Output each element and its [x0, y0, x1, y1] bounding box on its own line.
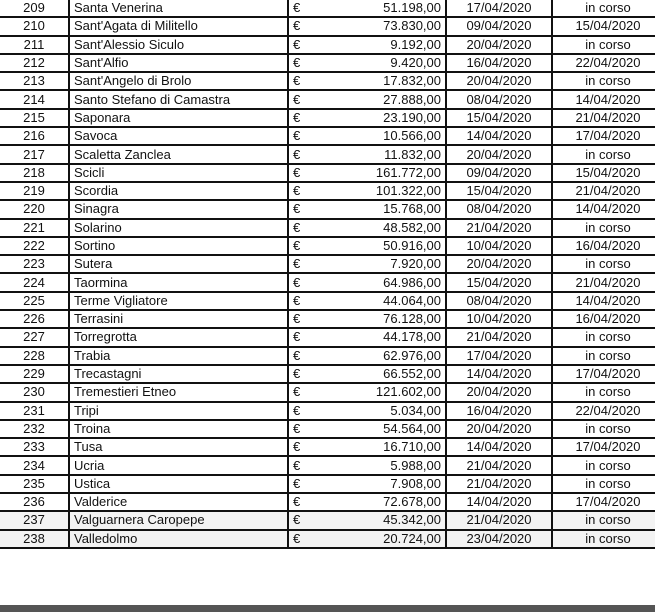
- end-status-cell[interactable]: 21/04/2020: [552, 109, 655, 127]
- amount-cell[interactable]: 72.678,00: [309, 493, 446, 511]
- amount-cell[interactable]: 121.602,00: [309, 383, 446, 401]
- municipality-cell[interactable]: Troina: [69, 420, 288, 438]
- municipality-cell[interactable]: Scaletta Zanclea: [69, 145, 288, 163]
- currency-cell[interactable]: €: [288, 237, 309, 255]
- amount-cell[interactable]: 10.566,00: [309, 127, 446, 145]
- start-date-cell[interactable]: 16/04/2020: [446, 402, 552, 420]
- end-status-cell[interactable]: 17/04/2020: [552, 493, 655, 511]
- municipality-cell[interactable]: Scicli: [69, 164, 288, 182]
- row-number-cell[interactable]: 212: [0, 54, 69, 72]
- currency-cell[interactable]: €: [288, 17, 309, 35]
- currency-cell[interactable]: €: [288, 273, 309, 291]
- amount-cell[interactable]: 161.772,00: [309, 164, 446, 182]
- municipality-cell[interactable]: Savoca: [69, 127, 288, 145]
- table-row: [0, 402, 655, 420]
- start-date-cell[interactable]: 21/04/2020: [446, 328, 552, 346]
- currency-cell[interactable]: €: [288, 347, 309, 365]
- row-number-cell[interactable]: 234: [0, 456, 69, 474]
- row-number-cell[interactable]: 222: [0, 237, 69, 255]
- row-number-cell[interactable]: 218: [0, 164, 69, 182]
- amount-cell[interactable]: 76.128,00: [309, 310, 446, 328]
- start-date-cell[interactable]: 10/04/2020: [446, 310, 552, 328]
- table-row: [0, 493, 655, 511]
- end-status-cell[interactable]: 16/04/2020: [552, 310, 655, 328]
- end-status-cell[interactable]: in corso: [552, 328, 655, 346]
- start-date-cell[interactable]: 10/04/2020: [446, 237, 552, 255]
- municipality-cell[interactable]: Tusa: [69, 438, 288, 456]
- municipality-cell[interactable]: Sant'Angelo di Brolo: [69, 72, 288, 90]
- currency-cell[interactable]: €: [288, 456, 309, 474]
- municipality-cell[interactable]: Trecastagni: [69, 365, 288, 383]
- end-status-cell[interactable]: 17/04/2020: [552, 438, 655, 456]
- currency-cell[interactable]: €: [288, 72, 309, 90]
- row-number-cell[interactable]: 217: [0, 145, 69, 163]
- currency-cell[interactable]: €: [288, 365, 309, 383]
- end-status-cell[interactable]: in corso: [552, 511, 655, 529]
- currency-cell[interactable]: €: [288, 530, 309, 548]
- start-date-cell[interactable]: 08/04/2020: [446, 90, 552, 108]
- end-status-cell[interactable]: in corso: [552, 347, 655, 365]
- amount-cell[interactable]: 62.976,00: [309, 347, 446, 365]
- start-date-cell[interactable]: 21/04/2020: [446, 475, 552, 493]
- amount-cell[interactable]: 101.322,00: [309, 182, 446, 200]
- start-date-cell[interactable]: 21/04/2020: [446, 456, 552, 474]
- end-status-cell[interactable]: in corso: [552, 530, 655, 548]
- end-status-cell[interactable]: 17/04/2020: [552, 365, 655, 383]
- municipality-cell[interactable]: Sant'Alfio: [69, 54, 288, 72]
- start-date-cell[interactable]: 15/04/2020: [446, 273, 552, 291]
- start-date-cell[interactable]: 17/04/2020: [446, 0, 552, 17]
- start-date-cell[interactable]: 20/04/2020: [446, 145, 552, 163]
- start-date-cell[interactable]: 23/04/2020: [446, 530, 552, 548]
- row-number-cell[interactable]: 220: [0, 200, 69, 218]
- row-number-cell[interactable]: 210: [0, 17, 69, 35]
- amount-cell[interactable]: 64.986,00: [309, 273, 446, 291]
- table-row: [0, 383, 655, 401]
- start-date-cell[interactable]: 14/04/2020: [446, 127, 552, 145]
- municipality-cell[interactable]: Sutera: [69, 255, 288, 273]
- table-row: [0, 219, 655, 237]
- amount-cell[interactable]: 44.178,00: [309, 328, 446, 346]
- row-number-cell[interactable]: 215: [0, 109, 69, 127]
- start-date-cell[interactable]: 09/04/2020: [446, 164, 552, 182]
- table-row: [0, 182, 655, 200]
- row-number-cell[interactable]: 232: [0, 420, 69, 438]
- amount-cell[interactable]: 66.552,00: [309, 365, 446, 383]
- start-date-cell[interactable]: 08/04/2020: [446, 200, 552, 218]
- currency-cell[interactable]: €: [288, 109, 309, 127]
- table-row: [0, 200, 655, 218]
- start-date-cell[interactable]: 14/04/2020: [446, 493, 552, 511]
- currency-cell[interactable]: €: [288, 383, 309, 401]
- amount-cell[interactable]: 48.582,00: [309, 219, 446, 237]
- start-date-cell[interactable]: 21/04/2020: [446, 511, 552, 529]
- amount-cell[interactable]: 7.920,00: [309, 255, 446, 273]
- end-status-cell[interactable]: in corso: [552, 145, 655, 163]
- start-date-cell[interactable]: 21/04/2020: [446, 219, 552, 237]
- row-number-cell[interactable]: 216: [0, 127, 69, 145]
- row-number-cell[interactable]: 238: [0, 530, 69, 548]
- currency-cell[interactable]: €: [288, 475, 309, 493]
- amount-cell[interactable]: 44.064,00: [309, 292, 446, 310]
- currency-cell[interactable]: €: [288, 164, 309, 182]
- row-number-cell[interactable]: 228: [0, 347, 69, 365]
- currency-cell[interactable]: €: [288, 0, 309, 17]
- end-status-cell[interactable]: in corso: [552, 420, 655, 438]
- start-date-cell[interactable]: 20/04/2020: [446, 72, 552, 90]
- end-status-cell[interactable]: 17/04/2020: [552, 127, 655, 145]
- municipality-cell[interactable]: Taormina: [69, 273, 288, 291]
- row-number-cell[interactable]: 236: [0, 493, 69, 511]
- amount-cell[interactable]: 5.988,00: [309, 456, 446, 474]
- row-number-cell[interactable]: 225: [0, 292, 69, 310]
- currency-cell[interactable]: €: [288, 127, 309, 145]
- table-row: [0, 72, 655, 90]
- end-status-cell[interactable]: 14/04/2020: [552, 200, 655, 218]
- row-number-cell[interactable]: 214: [0, 90, 69, 108]
- table-row: [0, 365, 655, 383]
- municipality-cell[interactable]: Santo Stefano di Camastra: [69, 90, 288, 108]
- table-row: [0, 127, 655, 145]
- currency-cell[interactable]: €: [288, 90, 309, 108]
- municipality-cell[interactable]: Santa Venerina: [69, 0, 288, 17]
- row-number-cell[interactable]: 226: [0, 310, 69, 328]
- currency-cell[interactable]: €: [288, 292, 309, 310]
- row-number-cell[interactable]: 213: [0, 72, 69, 90]
- amount-cell[interactable]: 5.034,00: [309, 402, 446, 420]
- row-number-cell[interactable]: 227: [0, 328, 69, 346]
- currency-cell[interactable]: €: [288, 328, 309, 346]
- currency-cell[interactable]: €: [288, 219, 309, 237]
- amount-cell[interactable]: 27.888,00: [309, 90, 446, 108]
- currency-cell[interactable]: €: [288, 402, 309, 420]
- table-row: [0, 456, 655, 474]
- bottom-edge-bar: [0, 605, 655, 612]
- municipality-cell[interactable]: Sinagra: [69, 200, 288, 218]
- table-row: [0, 475, 655, 493]
- start-date-cell[interactable]: 15/04/2020: [446, 182, 552, 200]
- end-status-cell[interactable]: in corso: [552, 0, 655, 17]
- currency-cell[interactable]: €: [288, 310, 309, 328]
- currency-cell[interactable]: €: [288, 182, 309, 200]
- currency-cell[interactable]: €: [288, 145, 309, 163]
- start-date-cell[interactable]: 17/04/2020: [446, 347, 552, 365]
- amount-cell[interactable]: 9.192,00: [309, 36, 446, 54]
- table-row: [0, 145, 655, 163]
- end-status-cell[interactable]: 22/04/2020: [552, 54, 655, 72]
- amount-cell[interactable]: 20.724,00: [309, 530, 446, 548]
- table-row: [0, 310, 655, 328]
- row-number-cell[interactable]: 229: [0, 365, 69, 383]
- municipality-cell[interactable]: Sortino: [69, 237, 288, 255]
- table-row: [0, 237, 655, 255]
- amount-cell[interactable]: 7.908,00: [309, 475, 446, 493]
- currency-cell[interactable]: €: [288, 493, 309, 511]
- currency-cell[interactable]: €: [288, 420, 309, 438]
- table-row: [0, 0, 655, 17]
- municipality-cell[interactable]: Terme Vigliatore: [69, 292, 288, 310]
- table-row: [0, 438, 655, 456]
- end-status-cell[interactable]: in corso: [552, 72, 655, 90]
- table-row: [0, 164, 655, 182]
- end-status-cell[interactable]: in corso: [552, 383, 655, 401]
- end-status-cell[interactable]: 22/04/2020: [552, 402, 655, 420]
- end-status-cell[interactable]: 14/04/2020: [552, 292, 655, 310]
- municipality-cell[interactable]: Sant'Alessio Siculo: [69, 36, 288, 54]
- amount-cell[interactable]: 15.768,00: [309, 200, 446, 218]
- table-row: [0, 292, 655, 310]
- row-number-cell[interactable]: 223: [0, 255, 69, 273]
- municipality-cell[interactable]: Scordia: [69, 182, 288, 200]
- table-row: [0, 273, 655, 291]
- municipality-cell[interactable]: Trabia: [69, 347, 288, 365]
- end-status-cell[interactable]: in corso: [552, 475, 655, 493]
- row-number-cell[interactable]: 219: [0, 182, 69, 200]
- table-row: [0, 420, 655, 438]
- currency-cell[interactable]: €: [288, 438, 309, 456]
- start-date-cell[interactable]: 20/04/2020: [446, 36, 552, 54]
- table-row: [0, 90, 655, 108]
- end-status-cell[interactable]: 15/04/2020: [552, 164, 655, 182]
- currency-cell[interactable]: €: [288, 255, 309, 273]
- row-number-cell[interactable]: 237: [0, 511, 69, 529]
- end-status-cell[interactable]: 14/04/2020: [552, 90, 655, 108]
- start-date-cell[interactable]: 15/04/2020: [446, 109, 552, 127]
- start-date-cell[interactable]: 14/04/2020: [446, 365, 552, 383]
- table-row: [0, 255, 655, 273]
- municipality-cell[interactable]: Solarino: [69, 219, 288, 237]
- municipality-cell[interactable]: Sant'Agata di Militello: [69, 17, 288, 35]
- municipality-cell[interactable]: Tripi: [69, 402, 288, 420]
- table-row: [0, 36, 655, 54]
- municipality-cell[interactable]: Ustica: [69, 475, 288, 493]
- amount-cell[interactable]: 50.916,00: [309, 237, 446, 255]
- table-row: [0, 530, 655, 548]
- end-status-cell[interactable]: 16/04/2020: [552, 237, 655, 255]
- row-number-cell[interactable]: 221: [0, 219, 69, 237]
- municipality-cell[interactable]: Terrasini: [69, 310, 288, 328]
- end-status-cell[interactable]: 21/04/2020: [552, 182, 655, 200]
- row-number-cell[interactable]: 235: [0, 475, 69, 493]
- end-status-cell[interactable]: in corso: [552, 456, 655, 474]
- table-row: [0, 328, 655, 346]
- municipality-cell[interactable]: Valderice: [69, 493, 288, 511]
- municipality-cell[interactable]: Ucria: [69, 456, 288, 474]
- amount-cell[interactable]: 73.830,00: [309, 17, 446, 35]
- currency-cell[interactable]: €: [288, 200, 309, 218]
- municipality-cell[interactable]: Saponara: [69, 109, 288, 127]
- amount-cell[interactable]: 45.342,00: [309, 511, 446, 529]
- end-status-cell[interactable]: in corso: [552, 219, 655, 237]
- start-date-cell[interactable]: 20/04/2020: [446, 255, 552, 273]
- amount-cell[interactable]: 51.198,00: [309, 0, 446, 17]
- municipality-cell[interactable]: Valguarnera Caropepe: [69, 511, 288, 529]
- table-row: [0, 109, 655, 127]
- amount-cell[interactable]: 17.832,00: [309, 72, 446, 90]
- row-number-cell[interactable]: 230: [0, 383, 69, 401]
- row-number-cell[interactable]: 231: [0, 402, 69, 420]
- end-status-cell[interactable]: in corso: [552, 36, 655, 54]
- row-number-cell[interactable]: 224: [0, 273, 69, 291]
- row-number-cell[interactable]: 209: [0, 0, 69, 17]
- end-status-cell[interactable]: in corso: [552, 255, 655, 273]
- end-status-cell[interactable]: 15/04/2020: [552, 17, 655, 35]
- amount-cell[interactable]: 9.420,00: [309, 54, 446, 72]
- start-date-cell[interactable]: 14/04/2020: [446, 438, 552, 456]
- amount-cell[interactable]: 23.190,00: [309, 109, 446, 127]
- table-row: [0, 17, 655, 35]
- currency-cell[interactable]: €: [288, 54, 309, 72]
- municipality-cell[interactable]: Torregrotta: [69, 328, 288, 346]
- row-number-cell[interactable]: 233: [0, 438, 69, 456]
- table-row: [0, 347, 655, 365]
- start-date-cell[interactable]: 09/04/2020: [446, 17, 552, 35]
- amount-cell[interactable]: 54.564,00: [309, 420, 446, 438]
- table-row: [0, 511, 655, 529]
- start-date-cell[interactable]: 20/04/2020: [446, 420, 552, 438]
- start-date-cell[interactable]: 08/04/2020: [446, 292, 552, 310]
- end-status-cell[interactable]: 21/04/2020: [552, 273, 655, 291]
- currency-cell[interactable]: €: [288, 36, 309, 54]
- municipality-cell[interactable]: Tremestieri Etneo: [69, 383, 288, 401]
- row-number-cell[interactable]: 211: [0, 36, 69, 54]
- table-row: [0, 54, 655, 72]
- amount-cell[interactable]: 11.832,00: [309, 145, 446, 163]
- start-date-cell[interactable]: 20/04/2020: [446, 383, 552, 401]
- start-date-cell[interactable]: 16/04/2020: [446, 54, 552, 72]
- amount-cell[interactable]: 16.710,00: [309, 438, 446, 456]
- municipality-cell[interactable]: Valledolmo: [69, 530, 288, 548]
- currency-cell[interactable]: €: [288, 511, 309, 529]
